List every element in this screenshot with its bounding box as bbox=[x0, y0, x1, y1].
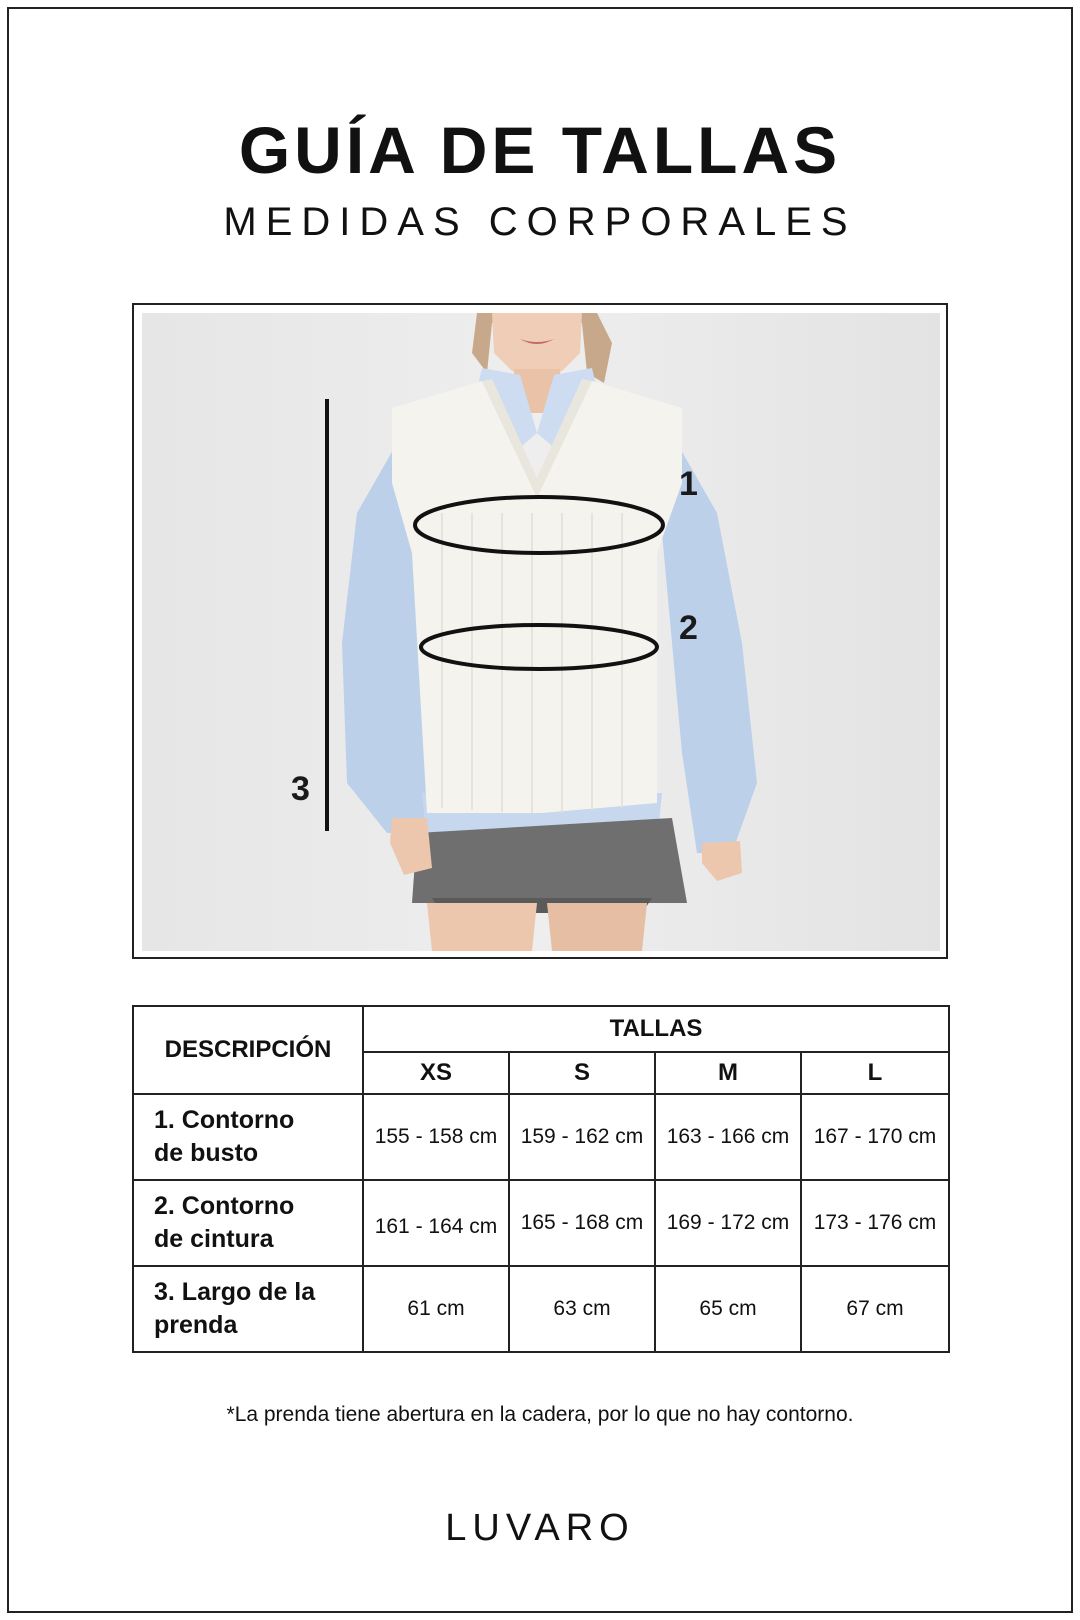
size-m-header: M bbox=[655, 1052, 801, 1094]
row-label-line: 3. Largo de la bbox=[154, 1278, 316, 1306]
table-cell: 165 - 168 cm bbox=[509, 1180, 655, 1266]
table-cell: 63 cm bbox=[509, 1266, 655, 1352]
model-photo bbox=[142, 313, 940, 951]
table-cell: 159 - 162 cm bbox=[509, 1094, 655, 1180]
table-cell: 155 - 158 cm bbox=[363, 1094, 509, 1180]
table-row-bust bbox=[133, 1094, 949, 1180]
page-subtitle: MEDIDAS CORPORALES bbox=[223, 200, 857, 244]
marker-1: 1 bbox=[679, 465, 698, 503]
model-illustration bbox=[142, 313, 940, 951]
table-cell: 61 cm bbox=[363, 1266, 509, 1352]
table-cell: 67 cm bbox=[801, 1266, 949, 1352]
row-label bbox=[133, 1180, 363, 1266]
table-row-length bbox=[133, 1266, 949, 1352]
description-header: DESCRIPCIÓN bbox=[133, 1006, 363, 1094]
row-label bbox=[133, 1094, 363, 1180]
sizes-header: TALLAS bbox=[363, 1006, 949, 1052]
marker-3: 3 bbox=[291, 770, 310, 808]
row-label-line: prenda bbox=[154, 1311, 238, 1339]
footnote: *La prenda tiene abertura en la cadera, por lo que no hay contorno. bbox=[226, 1403, 854, 1426]
page-title: GUÍA DE TALLAS bbox=[238, 113, 842, 187]
row-label-line: de cintura bbox=[154, 1225, 274, 1253]
row-label bbox=[133, 1266, 363, 1352]
size-xs-header: XS bbox=[363, 1052, 509, 1094]
model-photo-frame bbox=[132, 303, 948, 959]
table-cell: 167 - 170 cm bbox=[801, 1094, 949, 1180]
row-label-line: 1. Contorno bbox=[154, 1106, 295, 1134]
marker-2: 2 bbox=[679, 609, 698, 647]
table-cell: 169 - 172 cm bbox=[655, 1180, 801, 1266]
table-cell: 65 cm bbox=[655, 1266, 801, 1352]
table-cell: 173 - 176 cm bbox=[801, 1180, 949, 1266]
table-cell: 161 - 164 cm bbox=[363, 1180, 509, 1266]
row-label-line: 2. Contorno bbox=[154, 1192, 295, 1220]
brand-logo: LUVARO bbox=[445, 1507, 635, 1549]
size-table bbox=[132, 1005, 950, 1353]
table-row-waist bbox=[133, 1180, 949, 1266]
row-label-line: de busto bbox=[154, 1139, 259, 1167]
size-l-header: L bbox=[801, 1052, 949, 1094]
table-cell: 163 - 166 cm bbox=[655, 1094, 801, 1180]
size-s-header: S bbox=[509, 1052, 655, 1094]
